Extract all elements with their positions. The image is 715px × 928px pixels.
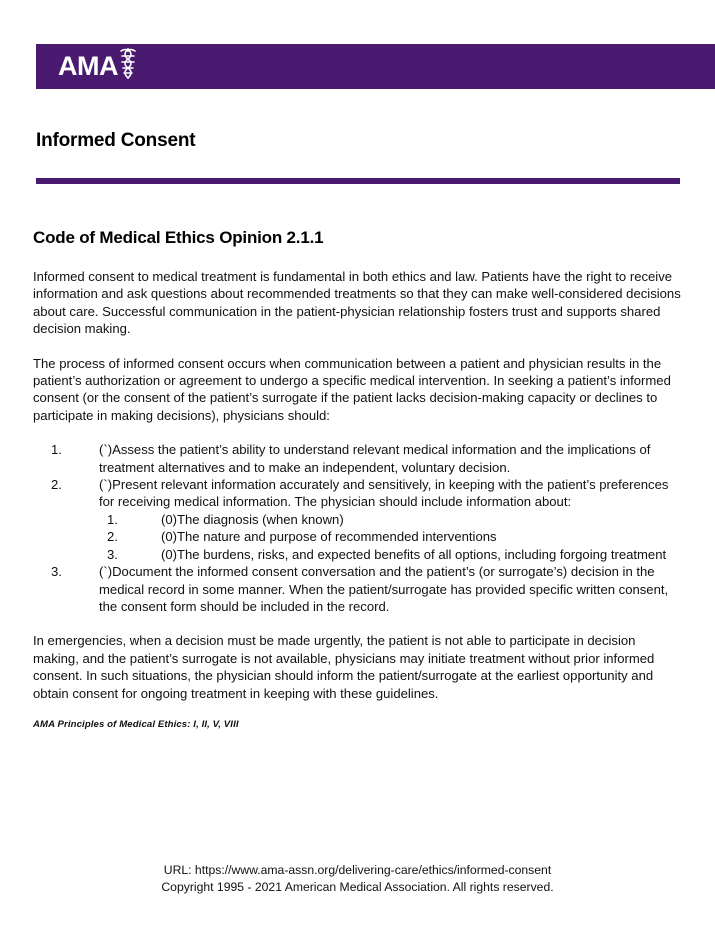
list-item-number: 2. <box>51 477 62 493</box>
list-item-marker: (`) <box>99 442 113 458</box>
paragraph-intro: Informed consent to medical treatment is fundamental in both ethics and law. Patients have the right to receive information and ask questions about recommended treatments so that they can make well-considered decisions about care. Successful communication in the patient-physician relationship fosters trust and supports shared decision making. <box>33 269 681 337</box>
list-item-marker: (0) <box>161 546 178 562</box>
list-item-text: Assess the patient’s ability to understand relevant medical information and the implications of treatment alternatives and to make an independent, voluntary decision. <box>99 442 651 475</box>
list-item-number: 1. <box>107 511 118 527</box>
list-item <box>33 476 683 563</box>
ama-logo <box>58 44 141 89</box>
list-item-number: 2. <box>107 529 118 545</box>
list-item <box>99 528 683 545</box>
list-item-marker: (0) <box>161 511 178 527</box>
list-item <box>33 441 683 476</box>
physician-duties-list <box>33 441 683 615</box>
list-item <box>99 546 683 563</box>
paragraph-process: The process of informed consent occurs when communication between a patient and physician results in the patient’s authorization or agreement to undergo a specific medical intervention. In seeking a patient’s informed consent (or the consent of the patient’s surrogate if the patient lacks decision-making capacity or declines to participate in making decisions), physicians should: <box>33 355 671 423</box>
list-item-text: Present relevant information accurately and sensitively, in keeping with the patient’s preferences for receiving medical information. The physician should include information about: <box>99 477 669 510</box>
list-item <box>33 563 683 615</box>
ama-wordmark: AMA <box>58 51 118 81</box>
footer-copyright: Copyright 1995 - 2021 American Medical Association. All rights reserved. <box>161 880 554 894</box>
page-footer <box>0 862 715 896</box>
list-item-number: 1. <box>51 442 62 458</box>
list-item-marker: (`) <box>99 477 113 493</box>
page-title: Informed Consent <box>36 129 196 151</box>
title-divider <box>36 178 680 184</box>
paragraph-emergencies: In emergencies, when a decision must be made urgently, the patient is not able to participate in decision making, and the patient’s surrogate is not available, physicians may initiate treatment without prior informed consent. In such situations, the physician should inform the patient/surrogate at the earliest opportunity and obtain consent for ongoing treatment in keeping with these guidelines. <box>33 633 655 701</box>
list-item-number: 3. <box>51 564 62 580</box>
list-item-text: Document the informed consent conversation and the patient’s (or surrogate’s) decision in the medical record in some manner. When the patient/surrogate has provided specific written consent, the consent form should be included in the record. <box>99 564 669 614</box>
list-item-text: The burdens, risks, and expected benefits of all options, including forgoing treatment <box>177 546 667 562</box>
list-item <box>99 511 683 528</box>
principles-citation: AMA Principles of Medical Ethics: I, II, V, VIII <box>33 718 239 730</box>
section-heading: Code of Medical Ethics Opinion 2.1.1 <box>33 228 324 247</box>
information-sublist <box>99 511 683 563</box>
list-item-marker: (0) <box>161 529 178 545</box>
footer-url: URL: https://www.ama-assn.org/delivering-care/ethics/informed-consent <box>163 863 552 877</box>
caduceus-icon <box>115 47 141 81</box>
list-item-marker: (`) <box>99 564 113 580</box>
list-item-text: The nature and purpose of recommended interventions <box>177 529 497 545</box>
list-item-text: The diagnosis (when known) <box>177 511 344 527</box>
header-banner <box>36 44 715 89</box>
list-item-number: 3. <box>107 546 118 562</box>
document-body <box>33 228 683 730</box>
